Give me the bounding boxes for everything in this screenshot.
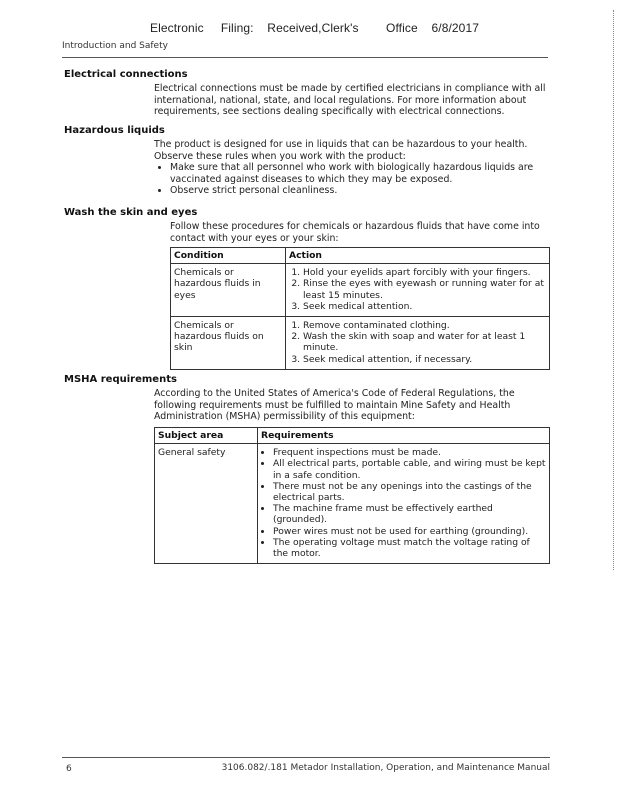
list-item: 2. Rinse the eyes with eyewash or running water for at least 15 minutes. bbox=[303, 278, 546, 300]
table-row bbox=[155, 444, 550, 564]
action-cell bbox=[286, 317, 550, 370]
list-item: 3. Seek medical attention. bbox=[303, 301, 546, 312]
running-header: Introduction and Safety bbox=[62, 41, 168, 51]
header-rule bbox=[62, 57, 548, 58]
column-header-subject-area: Subject area bbox=[155, 428, 258, 444]
heading-msha-requirements: MSHA requirements bbox=[64, 374, 177, 385]
paragraph-wash-intro: Follow these procedures for chemicals or hazardous fluids that have come into contact with your eyes or your skin: bbox=[170, 221, 540, 244]
scan-edge-marks bbox=[609, 10, 614, 570]
list-item: • Observe strict personal cleanliness. bbox=[170, 185, 546, 197]
msha-requirements-table bbox=[154, 427, 550, 564]
wash-procedure-table bbox=[170, 247, 550, 370]
list-item: • There must not be any openings into the castings of the electrical parts. bbox=[273, 481, 546, 503]
column-header-condition: Condition bbox=[171, 248, 286, 264]
table-row bbox=[171, 264, 550, 317]
paragraph-electrical-connections: Electrical connections must be made by certified electricians in compliance with all international, national, state, and local regulations. For more information about requirements, see sections dealing specifically with electrical connections. bbox=[154, 83, 546, 117]
footer-manual-title: 3106.082/.181 Metador Installation, Operation, and Maintenance Manual bbox=[221, 763, 550, 773]
action-cell bbox=[286, 264, 550, 317]
list-item: • The machine frame must be effectively earthed (grounded). bbox=[273, 503, 546, 525]
list-item: 2. Wash the skin with soap and water for at least 1 minute. bbox=[303, 331, 546, 353]
heading-wash-skin-eyes: Wash the skin and eyes bbox=[64, 207, 198, 218]
subject-cell: General safety bbox=[155, 444, 258, 564]
list-item: 1. Remove contaminated clothing. bbox=[303, 320, 546, 331]
list-item: • All electrical parts, portable cable, and wiring must be kept in a safe condition. bbox=[273, 458, 546, 480]
list-item: • Make sure that all personnel who work with biologically hazardous liquids are vaccinated against diseases to which they may be exposed. bbox=[170, 162, 546, 185]
list-item: • Frequent inspections must be made. bbox=[273, 447, 546, 458]
hazardous-liquids-block bbox=[154, 139, 546, 197]
list-item: 3. Seek medical attention, if necessary. bbox=[303, 354, 546, 365]
filing-stamp: Electronic Filing: Received,Clerk's Office 6/8/2017 bbox=[150, 21, 480, 35]
column-header-requirements: Requirements bbox=[258, 428, 550, 444]
list-item: • The operating voltage must match the voltage rating of the motor. bbox=[273, 537, 546, 559]
requirements-cell bbox=[258, 444, 550, 564]
heading-electrical-connections: Electrical connections bbox=[64, 69, 188, 80]
list-item: 1. Hold your eyelids apart forcibly with your fingers. bbox=[303, 267, 546, 278]
heading-hazardous-liquids: Hazardous liquids bbox=[64, 125, 165, 136]
condition-cell: Chemicals or hazardous fluids in eyes bbox=[171, 264, 286, 317]
condition-cell: Chemicals or hazardous fluids on skin bbox=[171, 317, 286, 370]
hazardous-rules-list bbox=[154, 162, 546, 197]
paragraph-msha-intro: According to the United States of America's Code of Federal Regulations, the following requirements must be fulfilled to maintain Mine Safety and Health Administration (MSHA) permissibility of this equipment: bbox=[154, 388, 515, 422]
paragraph-hazardous-intro: The product is designed for use in liquids that can be hazardous to your health. Observe these rules when you work with the product: bbox=[154, 139, 528, 162]
page-number: 6 bbox=[66, 764, 72, 774]
table-row bbox=[171, 317, 550, 370]
column-header-action: Action bbox=[286, 248, 550, 264]
list-item: • Power wires must not be used for earthing (grounding). bbox=[273, 526, 546, 537]
footer-rule bbox=[62, 757, 550, 758]
